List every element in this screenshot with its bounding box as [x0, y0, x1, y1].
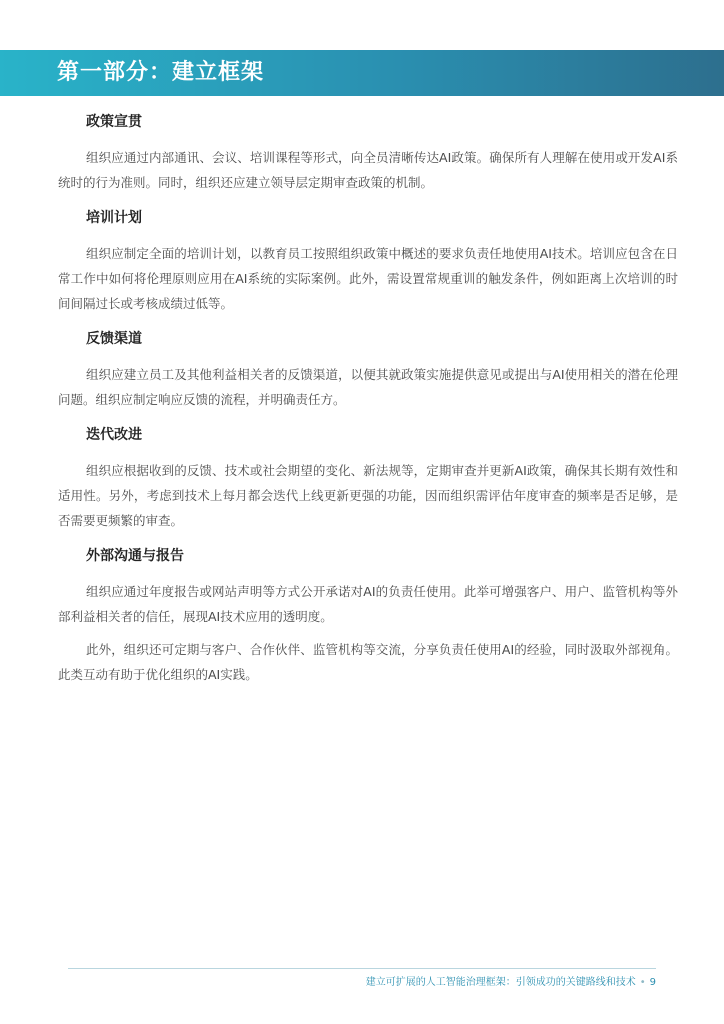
section-banner [0, 50, 724, 96]
section-iterative-improvement [58, 426, 678, 533]
section-paragraph: 组织应制定全面的培训计划，以教育员工按照组织政策中概述的要求负责任地使用AI技术。培训应包含在日常工作中如何将伦理原则应用在AI系统的实际案例。此外，需设置常规重训的触发条件，例如距离上次培训的时间间隔过长或考核成绩过低等。 [58, 246, 678, 311]
section-training-plan [58, 209, 678, 316]
section-paragraph: 组织应根据收到的反馈、技术或社会期望的变化、新法规等，定期审查并更新AI政策，确保其长期有效性和适用性。另外，考虑到技术上每月都会迭代上线更新更强的功能，因而组织需评估年度审查的频率是否足够，是否需要更频繁的审查。 [58, 463, 678, 528]
section-title: 反馈渠道 [86, 331, 142, 347]
section-feedback-channels [58, 330, 678, 412]
section-external-communication [58, 547, 678, 687]
footer-document-title: 建立可扩展的人工智能治理框架：引领成功的关键路线和技术 [365, 977, 636, 988]
section-paragraph: 此外，组织还可定期与客户、合作伙伴、监管机构等交流，分享负责任使用AI的经验，同时汲取外部视角。此类互动有助于优化组织的AI实践。 [58, 642, 678, 682]
page-title: 第一部分：建立框架 [57, 60, 265, 85]
section-paragraph: 组织应建立员工及其他利益相关者的反馈渠道，以便其就政策实施提供意见或提出与AI使用相关的潜在伦理问题。组织应制定响应反馈的流程，并明确责任方。 [58, 367, 678, 407]
section-title: 培训计划 [86, 210, 142, 226]
page-footer [366, 976, 656, 990]
section-title: 外部沟通与报告 [86, 548, 184, 564]
footer-separator: • [639, 977, 646, 988]
page-number: 9 [649, 977, 656, 988]
section-title: 迭代改进 [86, 427, 142, 443]
section-title: 政策宣贯 [86, 114, 142, 130]
section-policy-promotion [58, 113, 678, 195]
section-paragraph: 组织应通过内部通讯、会议、培训课程等形式，向全员清晰传达AI政策。确保所有人理解在使用或开发AI系统时的行为准则。同时，组织还应建立领导层定期审查政策的机制。 [58, 150, 678, 190]
section-paragraph: 组织应通过年度报告或网站声明等方式公开承诺对AI的负责任使用。此举可增强客户、用户、监管机构等外部利益相关者的信任，展现AI技术应用的透明度。 [58, 584, 678, 624]
main-content [58, 113, 678, 701]
footer-divider [68, 968, 656, 969]
